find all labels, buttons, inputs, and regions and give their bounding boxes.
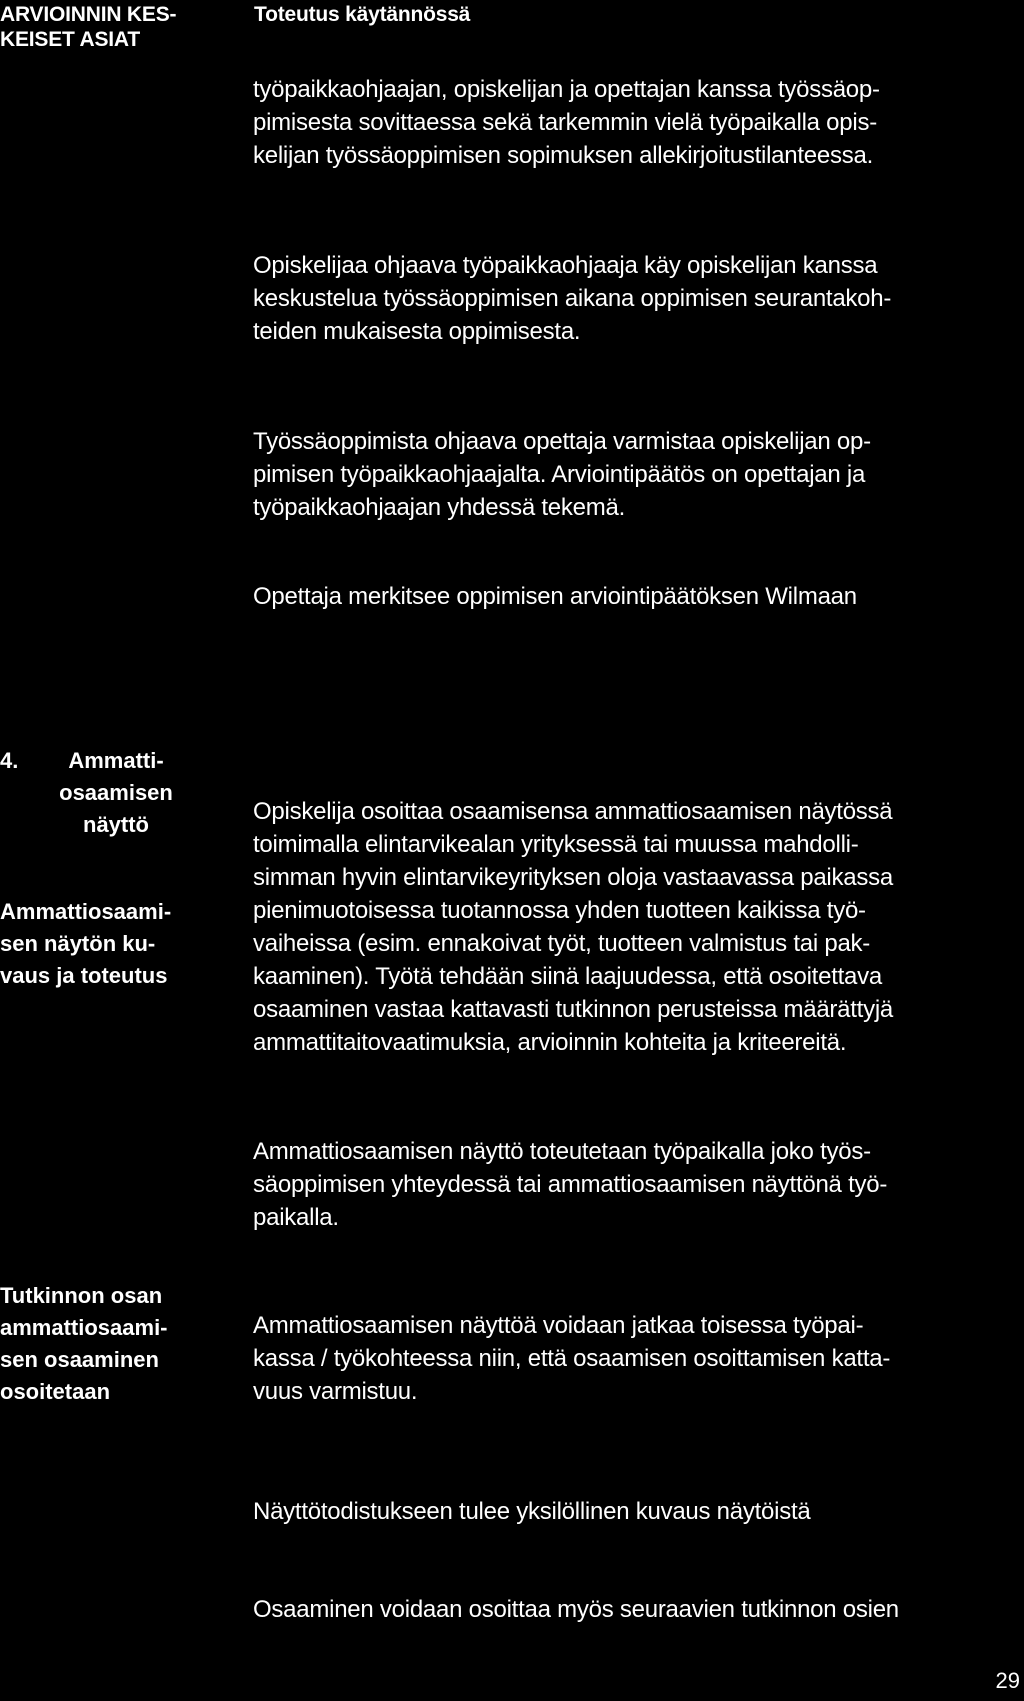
paragraph-teacher-verification: Työssäoppimista ohjaava opettaja varmistaa opiskelijan op- pimisen työpaikkaohjaajalta. Arviointipäätös on opettajan ja työpaikkaohjaajan yhdessä tekemä. [253, 428, 871, 521]
paragraph-other-parts: Osaaminen voidaan osoittaa myös seuraavien tutkinnon osien [253, 1596, 899, 1623]
subheading-description: Ammattiosaami- sen näytön ku- vaus ja toteutus [0, 899, 172, 988]
page-number: 29 [995, 1668, 1020, 1693]
section-number: 4. [0, 748, 19, 773]
paragraph-certificate: Näyttötodistukseen tulee yksilöllinen kuvaus näytöistä [253, 1498, 811, 1525]
paragraph-wilma-entry: Opettaja merkitsee oppimisen arviointipäätöksen Wilmaan [253, 583, 857, 610]
subheading-demonstration: Tutkinnon osan ammattiosaami- sen osaaminen osoitetaan [0, 1283, 168, 1404]
paragraph-demonstration-description: Opiskelija osoittaa osaamisensa ammattiosaamisen näytössä toimimalla elintarvikealan yrityksessä tai muussa mahdolli- simman hyvin elintarvikeyrityksen oloja vastaavassa paikassa pienimuotoisessa tuotannossa yhden tuotteen kaikissa työ- vaiheissa (esim. ennakoivat työt, tuotteen valmistus tai pak- kaaminen). Työtä tehdään siinä laajuudessa, että osoitettava osaaminen vastaa kattavasti tutkinnon perusteissa määrättyjä ammattitaitovaatimuksia, arvioinnin kohteita ja kriteereitä. [253, 798, 894, 1056]
paragraph-implementation: Ammattiosaamisen näyttö toteutetaan työpaikalla joko työs- säoppimisen yhteydessä tai ammattiosaamisen näyttönä työ- paikalla. [253, 1138, 888, 1231]
section-title: Ammatti- osaamisen näyttö [59, 748, 173, 837]
column-header-left: ARVIOINNIN KES- KEISET ASIAT [0, 3, 177, 51]
column-header-right: Toteutus käytännössä [254, 3, 471, 26]
paragraph-continuation: Ammattiosaamisen näyttöä voidaan jatkaa toisessa työpai- kassa / työkohteessa niin, että osaamisen osoittamisen katta- vuus varmistuu. [253, 1312, 891, 1405]
paragraph-supervisor-discussion: Opiskelijaa ohjaava työpaikkaohjaaja käy opiskelijan kanssa keskustelua työssäoppimisen aikana oppimisen seurantakoh- teiden mukaisesta oppimisesta. [253, 252, 892, 345]
paragraph-agreement: työpaikkaohjaajan, opiskelijan ja opettajan kanssa työssäop- pimisesta sovittaessa sekä tarkemmin vielä työpaikalla opis- kelijan työssäoppimisen sopimuksen allekirjoitustilanteessa. [253, 76, 880, 169]
